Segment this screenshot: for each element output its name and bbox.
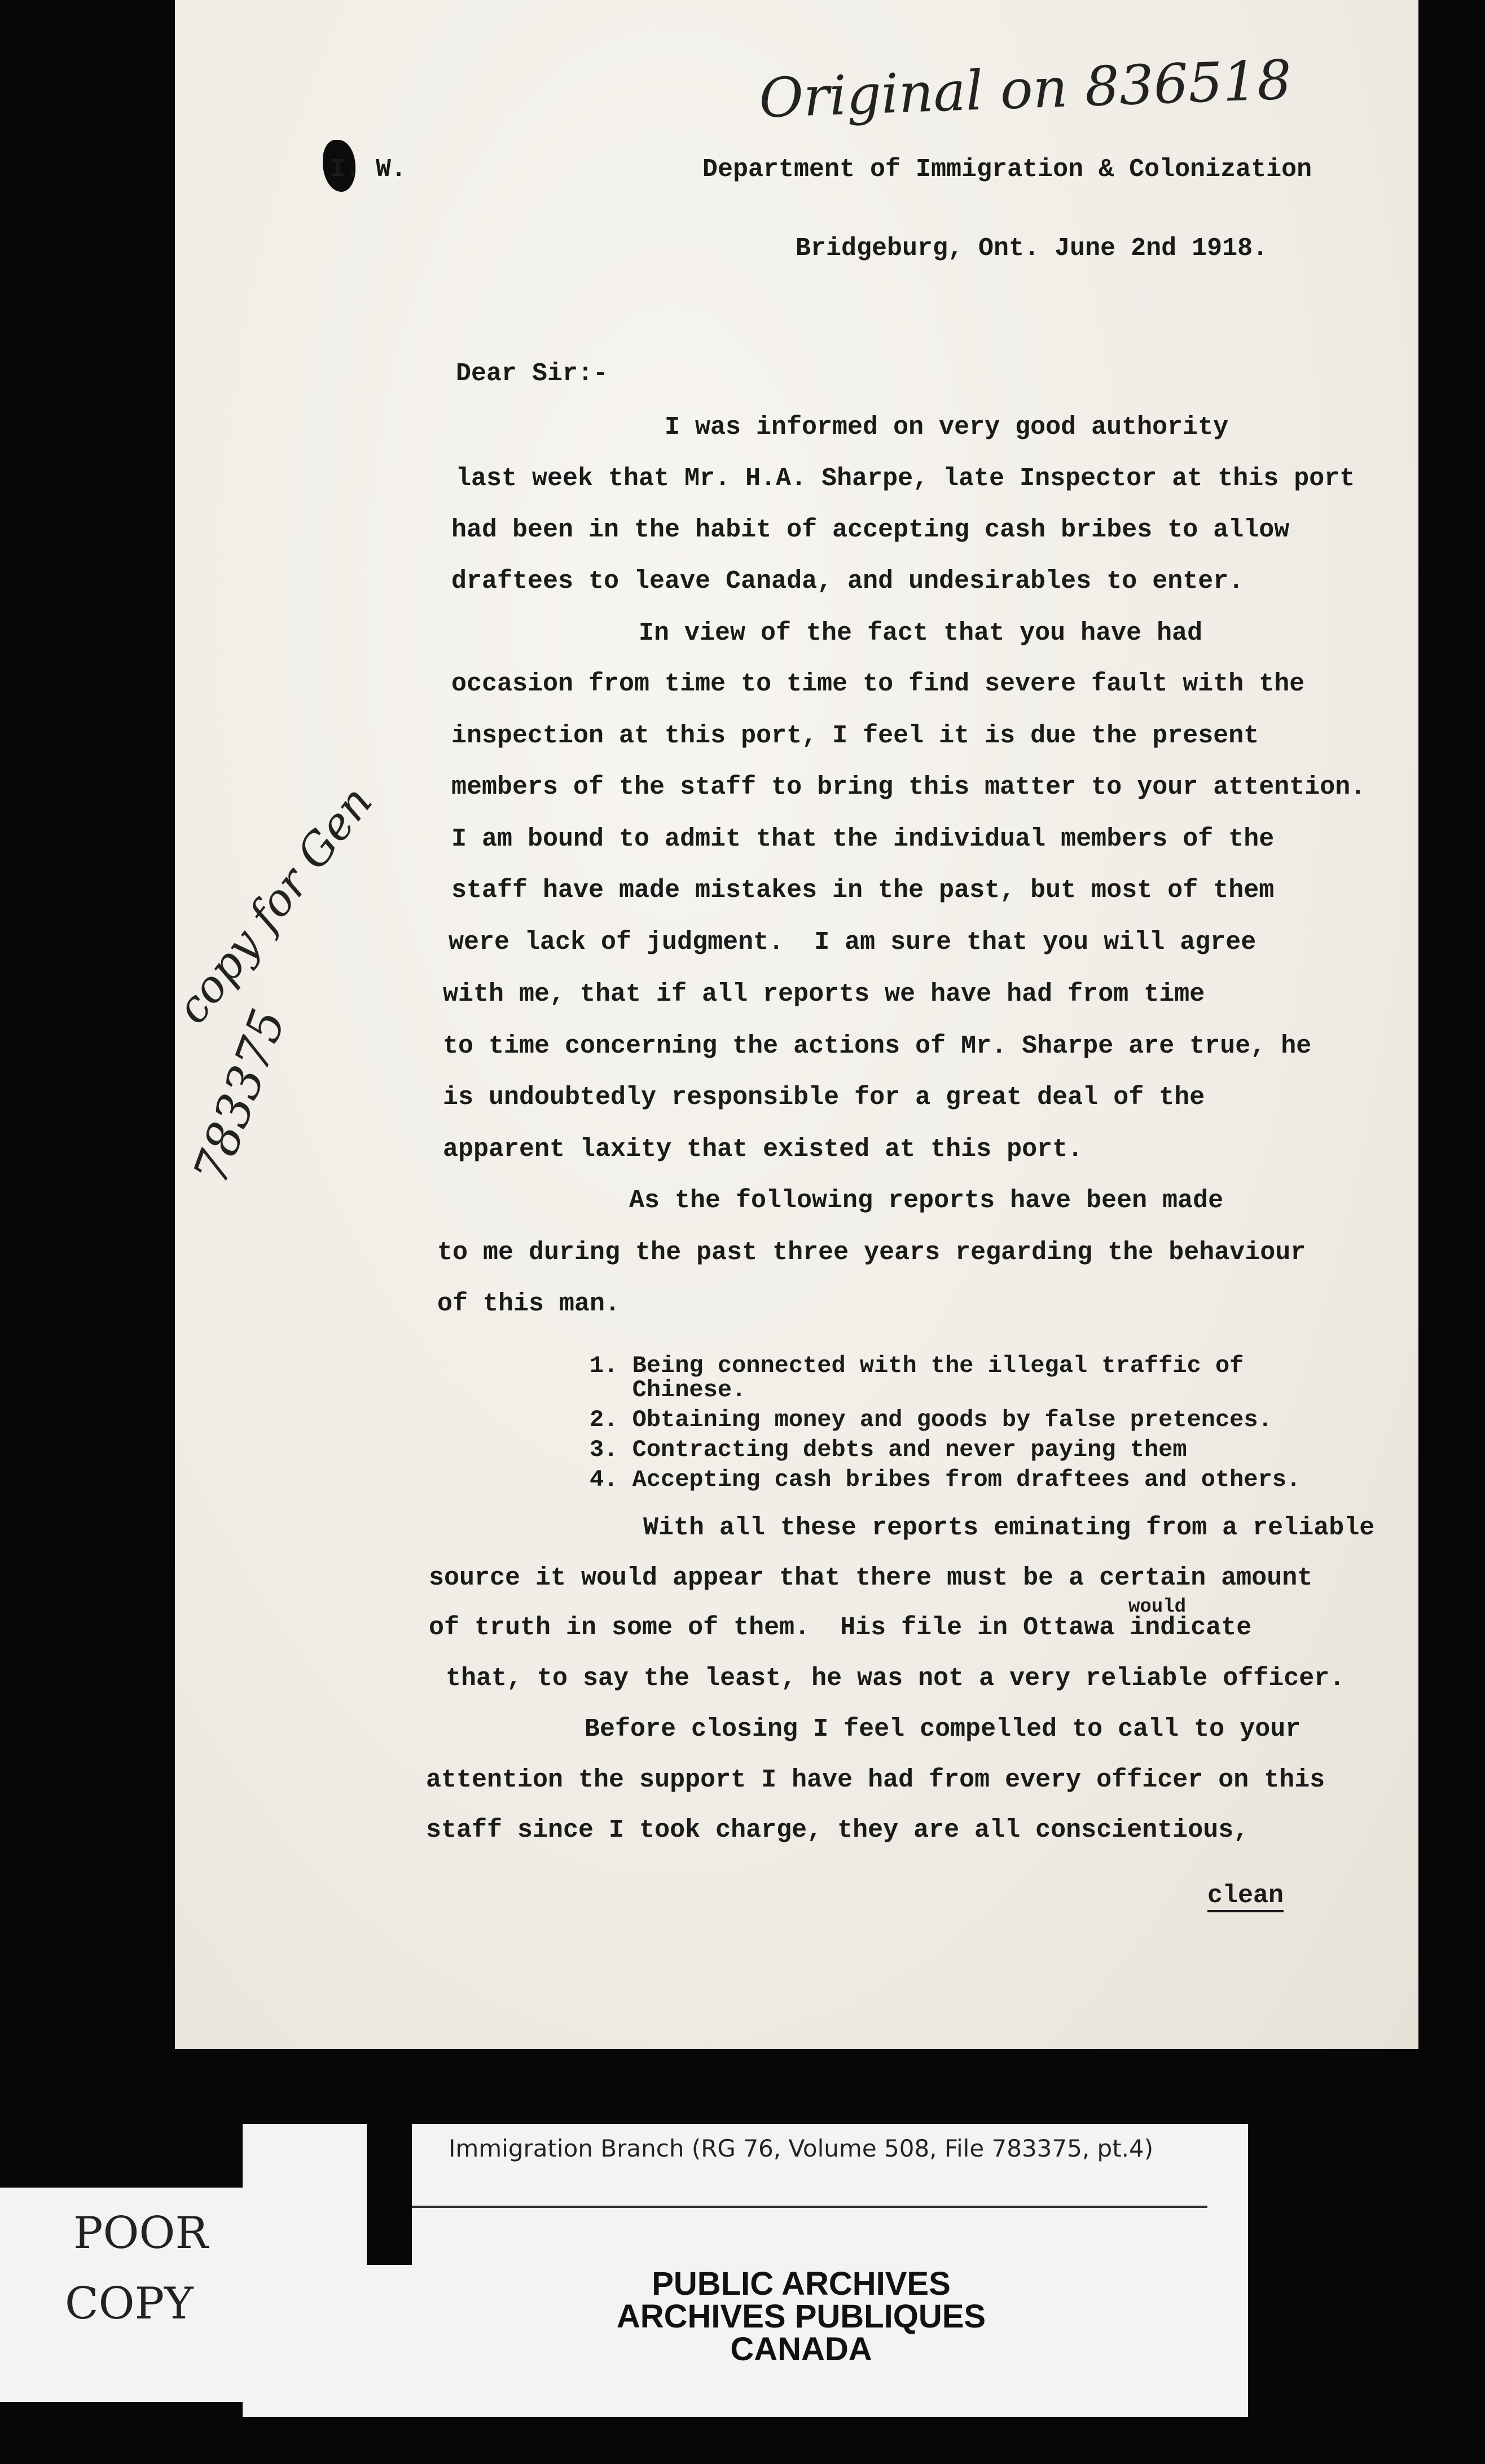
body-line-b-5: Before closing I feel compelled to call to your xyxy=(585,1715,1301,1744)
archive-reference: Immigration Branch (RG 76, Volume 508, File 783375, pt.4) xyxy=(449,2135,1154,2162)
body-line-b-7: staff since I took charge, they are all conscientious, xyxy=(426,1816,1249,1845)
initials: I. W. xyxy=(330,155,407,184)
body-line-1: I was informed on very good authority xyxy=(665,413,1229,442)
body-line-10: staff have made mistakes in the past, but most of them xyxy=(451,876,1275,905)
body-line-12: with me, that if all reports we have had from time xyxy=(443,980,1205,1009)
archive-tab xyxy=(243,2124,367,2417)
stamp-line-1: POOR xyxy=(73,2208,209,2259)
body-line-11: were lack of judgment. I am sure that you will agree xyxy=(449,928,1256,957)
list-item-3: 2. Obtaining money and goods by false pretences. xyxy=(590,1406,1272,1433)
body-line-8: members of the staff to bring this matter to your attention. xyxy=(451,773,1366,802)
place-date: Bridgeburg, Ont. June 2nd 1918. xyxy=(796,234,1268,263)
margin-note-line1: copy for Gen xyxy=(166,777,383,1033)
list-item-5: 4. Accepting cash bribes from draftees and others. xyxy=(590,1466,1301,1493)
list-item-2: Chinese. xyxy=(590,1376,746,1403)
stamp-line-2: COPY xyxy=(65,2278,194,2329)
body-line-2: last week that Mr. H.A. Sharpe, late Inspector at this port xyxy=(456,464,1355,493)
list-item-1: 1. Being connected with the illegal traffic of xyxy=(590,1352,1244,1379)
continuation-word: clean xyxy=(1207,1881,1284,1910)
body-line-b-1: With all these reports eminating from a reliable xyxy=(643,1513,1375,1542)
body-line-b-2: source it would appear that there must be a certain amount xyxy=(429,1564,1313,1592)
body-line-5: In view of the fact that you have had xyxy=(639,619,1203,648)
body-line-9: I am bound to admit that the individual members of the xyxy=(451,825,1275,853)
body-line-15: apparent laxity that existed at this port. xyxy=(443,1135,1083,1164)
margin-note-line2: 783375 xyxy=(182,1002,297,1191)
archives-country: CANADA xyxy=(730,2331,872,2368)
archive-label-edge xyxy=(1213,2124,1248,2417)
body-line-4: draftees to leave Canada, and undesirables to enter. xyxy=(451,567,1244,596)
archives-english: PUBLIC ARCHIVES xyxy=(652,2265,951,2302)
archives-french: ARCHIVES PUBLIQUES xyxy=(616,2298,986,2335)
list-item-4: 3. Contracting debts and never paying them xyxy=(590,1436,1187,1463)
body-line-b-4: that, to say the least, he was not a very reliable officer. xyxy=(446,1664,1345,1693)
insertion-word: would xyxy=(1128,1596,1187,1618)
body-line-b-3: of truth in some of them. His file in Ottawa indicate xyxy=(429,1613,1252,1642)
label-notch xyxy=(367,2124,412,2265)
body-line-3: had been in the habit of accepting cash bribes to allow xyxy=(451,516,1290,544)
body-line-17: to me during the past three years regarding the behaviour xyxy=(437,1238,1306,1267)
body-line-b-6: attention the support I have had from every officer on this xyxy=(426,1766,1325,1794)
body-line-18: of this man. xyxy=(437,1290,621,1318)
body-line-6: occasion from time to time to find severe fault with the xyxy=(451,670,1305,698)
salutation: Dear Sir:- xyxy=(456,359,609,388)
body-line-13: to time concerning the actions of Mr. Sharpe are true, he xyxy=(443,1032,1312,1061)
top-handwritten-note: Original on 836518 xyxy=(758,48,1293,130)
body-line-14: is undoubtedly responsible for a great deal of the xyxy=(443,1083,1205,1112)
body-line-7: inspection at this port, I feel it is due the present xyxy=(451,721,1259,750)
body-line-16: As the following reports have been made xyxy=(629,1186,1224,1215)
department-heading: Department of Immigration & Colonization xyxy=(702,155,1312,184)
